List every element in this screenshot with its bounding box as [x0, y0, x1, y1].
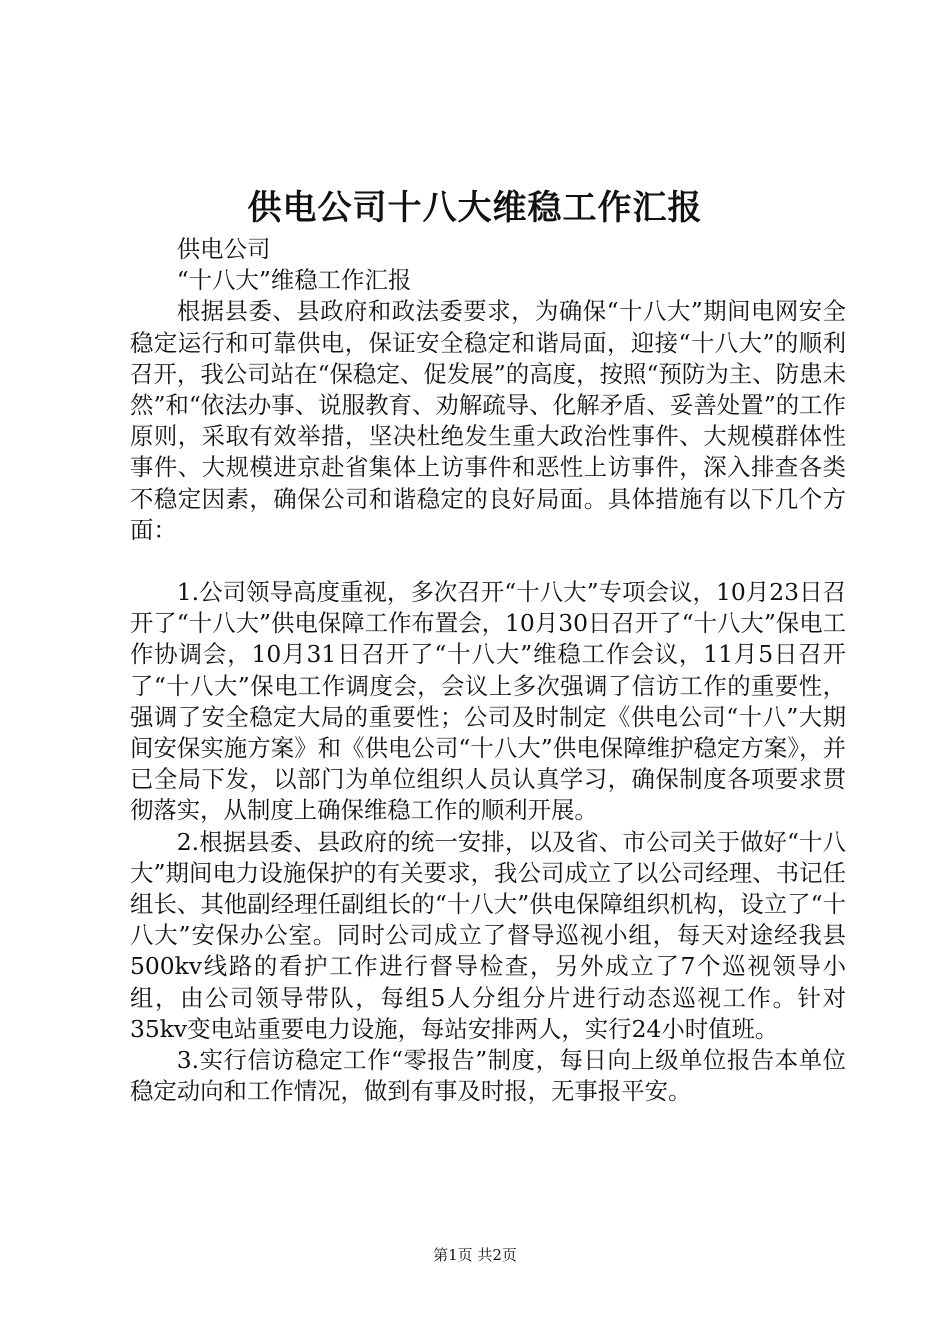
- paragraph-item-2: 2.根据县委、县政府的统一安排，以及省、市公司关于做好“十八大”期间电力设施保护的有关要求，我公司成立了以公司经理、书记任组长、其他副经理任副组长的“十八大”供电保障组织机构，设立了“十八大”安保办公室。同时公司成立了督导巡视小组，每天对途经我县500kv线路的看护工作进行督导检查，另外成立了7个巡视领导小组，由公司领导带队，每组5人分组分片进行动态巡视工作。针对35kv变电站重要电力设施，每站安排两人，实行24小时值班。: [130, 827, 846, 1043]
- paragraph-report-title: “十八大”维稳工作汇报: [176, 266, 412, 295]
- paragraph-company: 供电公司: [176, 235, 271, 263]
- paragraph-item-1: 1.公司领导高度重视，多次召开“十八大”专项会议，10月23日召开了“十八大”供电保障工作布置会，10月30日召开了“十八大”保电工作协调会，10月31日召开了“十八大”维稳工作会议，11月5日召开了“十八大”保电工作调度会，会议上多次强调了信访工作的重要性，强调了安全稳定大局的重要性；公司及时制定《供电公司“十八”大期间安保实施方案》和《供电公司“十八大”供电保障维护稳定方案》，并已全局下发，以部门为单位组织人员认真学习，确保制度各项要求贯彻落实，从制度上确保维稳工作的顺利开展。: [130, 578, 846, 825]
- paragraph-intro: 根据县委、县政府和政法委要求，为确保“十八大”期间电网安全稳定运行和可靠供电，保证安全稳定和谐局面，迎接“十八大”的顺利召开，我公司站在“保稳定、促发展”的高度，按照“预防为主、防患未然”和“依法办事、说服教育、劝解疏导、化解矛盾、妥善处置”的工作原则，采取有效举措，坚决杜绝发生重大政治性事件、大规模群体性事件、大规模进京赴省集体上访事件和恶性上访事件，深入排查各类不稳定因素，确保公司和谐稳定的良好局面。具体措施有以下几个方面：: [130, 297, 846, 544]
- page-footer: 第1页 共2页: [433, 1246, 517, 1264]
- document-title: 供电公司十八大维稳工作汇报: [247, 188, 703, 228]
- paragraph-item-3: 3.实行信访稳定工作“零报告”制度，每日向上级单位报告本单位稳定动向和工作情况，做到有事及时报，无事报平安。: [130, 1046, 846, 1106]
- document-body: [130, 234, 846, 1107]
